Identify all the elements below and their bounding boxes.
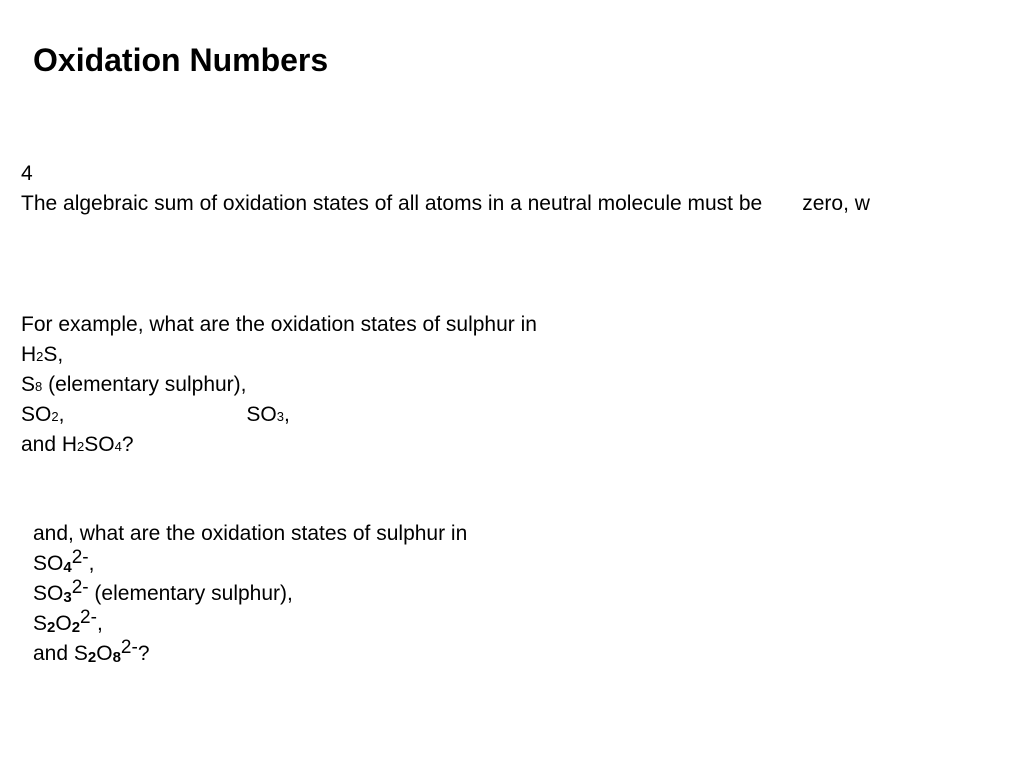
rule-text-line xyxy=(21,189,870,219)
formula-s2o2-2minus: S2O22-, xyxy=(33,607,103,636)
formula-so4-2minus: SO42-, xyxy=(33,547,95,576)
ions-block xyxy=(33,519,467,669)
rule-continuation: zero, w xyxy=(802,192,870,215)
example-block xyxy=(21,310,537,460)
slide-title: Oxidation Numbers xyxy=(33,42,329,78)
formula-so3-2minus: SO32- (elementary sulphur), xyxy=(33,577,293,606)
rule-text: The algebraic sum of oxidation states of all atoms in a neutral molecule must be xyxy=(21,192,763,215)
formula-s8: S8 (elementary sulphur), xyxy=(21,373,247,396)
rule-block xyxy=(21,159,870,219)
formula-s2o8-2minus: and S2O82-? xyxy=(33,637,150,666)
formula-so2-so3 xyxy=(21,400,537,430)
ions-question: and, what are the oxidation states of sulphur in xyxy=(33,522,468,545)
example-question: For example, what are the oxidation states of sulphur in xyxy=(21,313,537,336)
formula-h2so4: and H2SO4? xyxy=(21,433,134,456)
formula-so3: SO3, xyxy=(246,403,290,426)
formula-so2: SO2, xyxy=(21,403,65,426)
rule-number: 4 xyxy=(21,162,33,185)
formula-h2s: H2S, xyxy=(21,343,64,366)
